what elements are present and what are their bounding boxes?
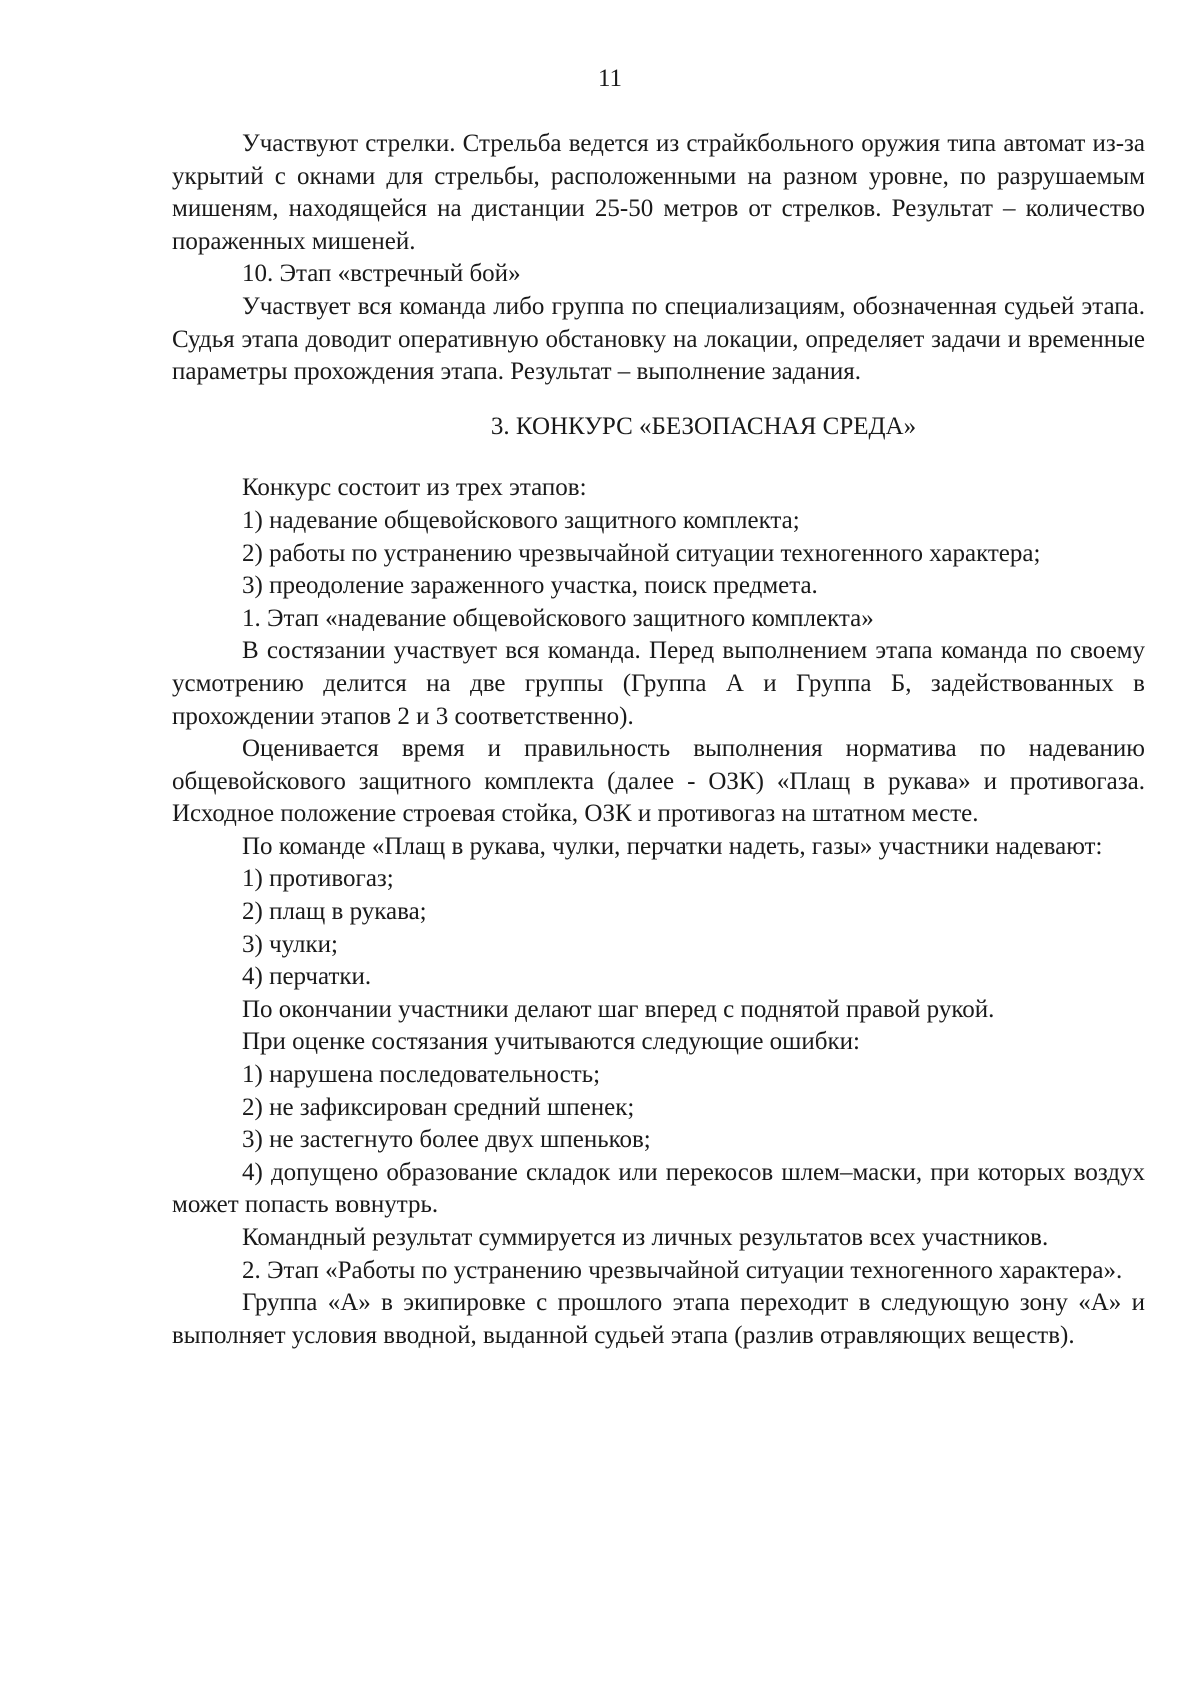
paragraph: Оценивается время и правильность выполнения норматива по надеванию общевойскового защитного комплекта (далее - ОЗК) «Плащ в рукава» и противогаза. Исходное положение строевая стойка, ОЗК и противогаз на штатном месте. — [172, 735, 1145, 828]
paragraph: Группа «А» в экипировке с прошлого этапа переходит в следующую зону «А» и выполняет условия вводной, выданной судьей этапа (разлив отравляющих веществ). — [172, 1289, 1145, 1349]
paragraph: Участвуют стрелки. Стрельба ведется из страйкбольного оружия типа автомат из-за укрытий с окнами для стрельбы, расположенными на разном уровне, по разрушаемым мишеням, находящейся на дистанции 25-50 метров от стрелков. Результат – количество пораженных мишеней. — [172, 130, 1145, 255]
stage-title: 2. Этап «Работы по устранению чрезвычайной ситуации техногенного характера». — [242, 1256, 1123, 1284]
list-item: 2) не зафиксирован средний шпенек; — [242, 1093, 635, 1121]
stage-title: 10. Этап «встречный бой» — [242, 260, 521, 288]
list-item: 3) не застегнуто более двух шпеньков; — [242, 1126, 651, 1154]
list-item: 2) работы по устранению чрезвычайной ситуации техногенного характера; — [242, 539, 1041, 567]
paragraph: По окончании участники делают шаг вперед с поднятой правой рукой. — [242, 995, 995, 1023]
paragraph: Конкурс состоит из трех этапов: — [242, 474, 587, 502]
stage-title: 1. Этап «надевание общевойскового защитного комплекта» — [242, 604, 874, 632]
page-number: 11 — [597, 65, 623, 92]
section-heading: 3. КОНКУРС «БЕЗОПАСНАЯ СРЕДА» — [490, 412, 917, 440]
paragraph: При оценке состязания учитываются следующие ошибки: — [242, 1028, 860, 1056]
spacer — [172, 443, 1145, 472]
spacer — [172, 389, 1145, 411]
list-item: 1) надевание общевойскового защитного комплекта; — [242, 506, 800, 534]
paragraph: Командный результат суммируется из личных результатов всех участников. — [242, 1224, 1049, 1251]
list-item: 3) чулки; — [242, 930, 338, 958]
list-item: 4) перчатки. — [242, 963, 372, 991]
paragraph: По команде «Плащ в рукава, чулки, перчатки надеть, газы» участники надевают: — [242, 832, 1103, 860]
document-body — [172, 128, 1145, 1352]
list-item: 2) плащ в рукава; — [242, 898, 427, 926]
paragraph: Участвует вся команда либо группа по специализациям, обозначенная судьей этапа. Судья этапа доводит оперативную обстановку на локации, определяет задачи и временные параметры прохождения этапа. Результат – выполнение задания. — [172, 292, 1145, 386]
list-item: 3) преодоление зараженного участка, поиск предмета. — [242, 572, 818, 600]
list-item: 1) нарушена последовательность; — [242, 1061, 601, 1089]
list-item: 4) допущено образование складок или перекосов шлем–маски, при которых воздух может попасть вовнутрь. — [172, 1158, 1145, 1219]
list-item: 1) противогаз; — [242, 865, 394, 893]
paragraph: В состязании участвует вся команда. Перед выполнением этапа команда по своему усмотрению делится на две группы (Группа А и Группа Б, задействованных в прохождении этапов 2 и 3 соответственно). — [172, 637, 1145, 730]
